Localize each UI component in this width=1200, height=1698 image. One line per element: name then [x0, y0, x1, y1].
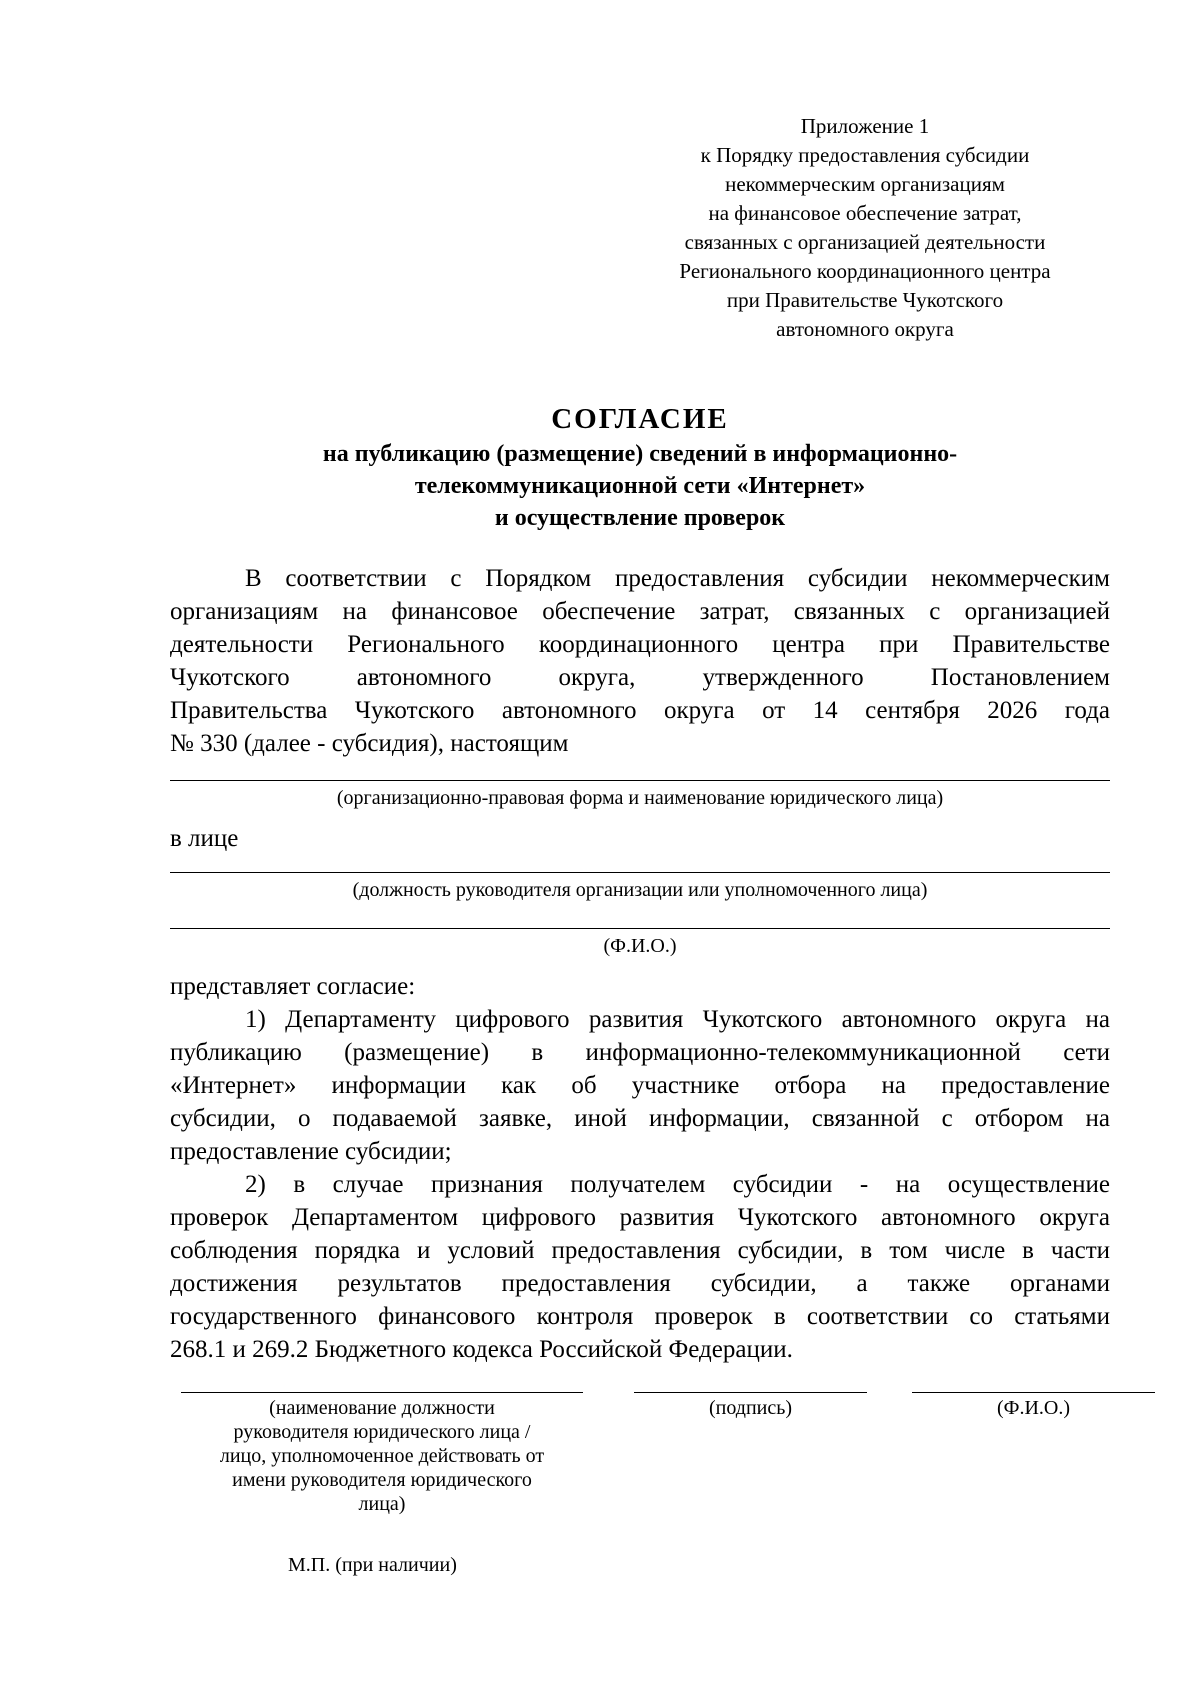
org-name-field-line[interactable] [170, 780, 1110, 781]
text-line: достижения результатов предоставления субсидии, а также органами [170, 1270, 1110, 1297]
appendix-line: при Правительстве Чукотского [726, 288, 1004, 312]
text-line: деятельности Регионального координационного центра при Правительстве [170, 631, 1110, 658]
position-caption: (должность руководителя организации или уполномоченного лица) [352, 879, 928, 901]
signature-field-line[interactable] [634, 1392, 867, 1393]
signer-position-field-line[interactable] [181, 1392, 583, 1393]
text-line: организациям на финансовое обеспечение затрат, связанных с организацией [170, 598, 1110, 625]
appendix-line: на финансовое обеспечение затрат, [708, 201, 1022, 225]
text-line: предоставление субсидии; [170, 1138, 452, 1165]
document-title [170, 400, 1110, 534]
text-line: Чукотского автономного округа, утвержденного Постановлением [170, 664, 1110, 691]
intro-paragraph [170, 562, 1110, 760]
stamp-label: М.П. (при наличии) [288, 1554, 457, 1576]
signer-fio-caption: (Ф.И.О.) [996, 1397, 1070, 1419]
title-sub-line: и осуществление проверок [494, 505, 786, 531]
text-line: субсидии, о подаваемой заявке, иной информации, связанной с отбором на [170, 1105, 1110, 1132]
in-person-label: в лице [170, 825, 239, 852]
text-line: Правительства Чукотского автономного округа от 14 сентября 2026 года [170, 697, 1110, 724]
text-line: публикацию (размещение) в информационно-телекоммуникационной сети [170, 1039, 1110, 1066]
title-main: СОГЛАСИЕ [551, 403, 729, 435]
appendix-line: к Порядку предоставления субсидии [700, 143, 1030, 167]
text-line: государственного финансового контроля проверок в соответствии со статьями [170, 1303, 1110, 1330]
appendix-line: Регионального координационного центра [679, 259, 1051, 283]
appendix-line: связанных с организацией деятельности [684, 230, 1046, 254]
text-line: проверок Департаментом цифрового развития Чукотского автономного округа [170, 1204, 1110, 1231]
text-line: В соответствии с Порядком предоставления субсидии некоммерческим [245, 565, 1110, 592]
title-sub-line: телекоммуникационной сети «Интернет» [414, 473, 866, 499]
consent-paragraph [170, 970, 1110, 1366]
text-line: 1) Департаменту цифрового развития Чукотского автономного округа на [245, 1006, 1110, 1033]
caption-line: (наименование должности [269, 1397, 495, 1419]
title-sub-line: на публикацию (размещение) сведений в информационно- [322, 441, 958, 467]
text-line: «Интернет» информации как об участнике отбора на предоставление [170, 1072, 1110, 1099]
appendix-line: Приложение 1 [800, 114, 930, 138]
position-field-line[interactable] [170, 872, 1110, 873]
signer-position-caption [181, 1396, 583, 1516]
appendix-line: некоммерческим организациям [725, 172, 1005, 196]
text-line: 268.1 и 269.2 Бюджетного кодекса Российской Федерации. [170, 1336, 793, 1363]
appendix-line: автономного округа [776, 317, 954, 341]
text-line: соблюдения порядка и условий предоставления субсидии, в том числе в части [170, 1237, 1110, 1264]
text-line: 2) в случае признания получателем субсидии - на осуществление [245, 1171, 1110, 1198]
text-line: № 330 (далее - субсидия), настоящим [170, 730, 569, 757]
caption-line: лицо, уполномоченное действовать от [219, 1445, 545, 1467]
caption-line: имени руководителя юридического [232, 1469, 532, 1491]
caption-line: лица) [358, 1493, 406, 1515]
title-subtitle [170, 438, 1110, 534]
signer-fio-field-line[interactable] [912, 1392, 1155, 1393]
org-name-caption: (организационно-правовая форма и наименование юридического лица) [336, 787, 944, 809]
appendix-header [620, 112, 1110, 344]
text-line: представляет согласие: [170, 973, 416, 1000]
caption-line: руководителя юридического лица / [233, 1421, 531, 1443]
signature-caption: (подпись) [708, 1397, 793, 1419]
fio-field-line[interactable] [170, 928, 1110, 929]
fio-caption: (Ф.И.О.) [603, 935, 677, 957]
